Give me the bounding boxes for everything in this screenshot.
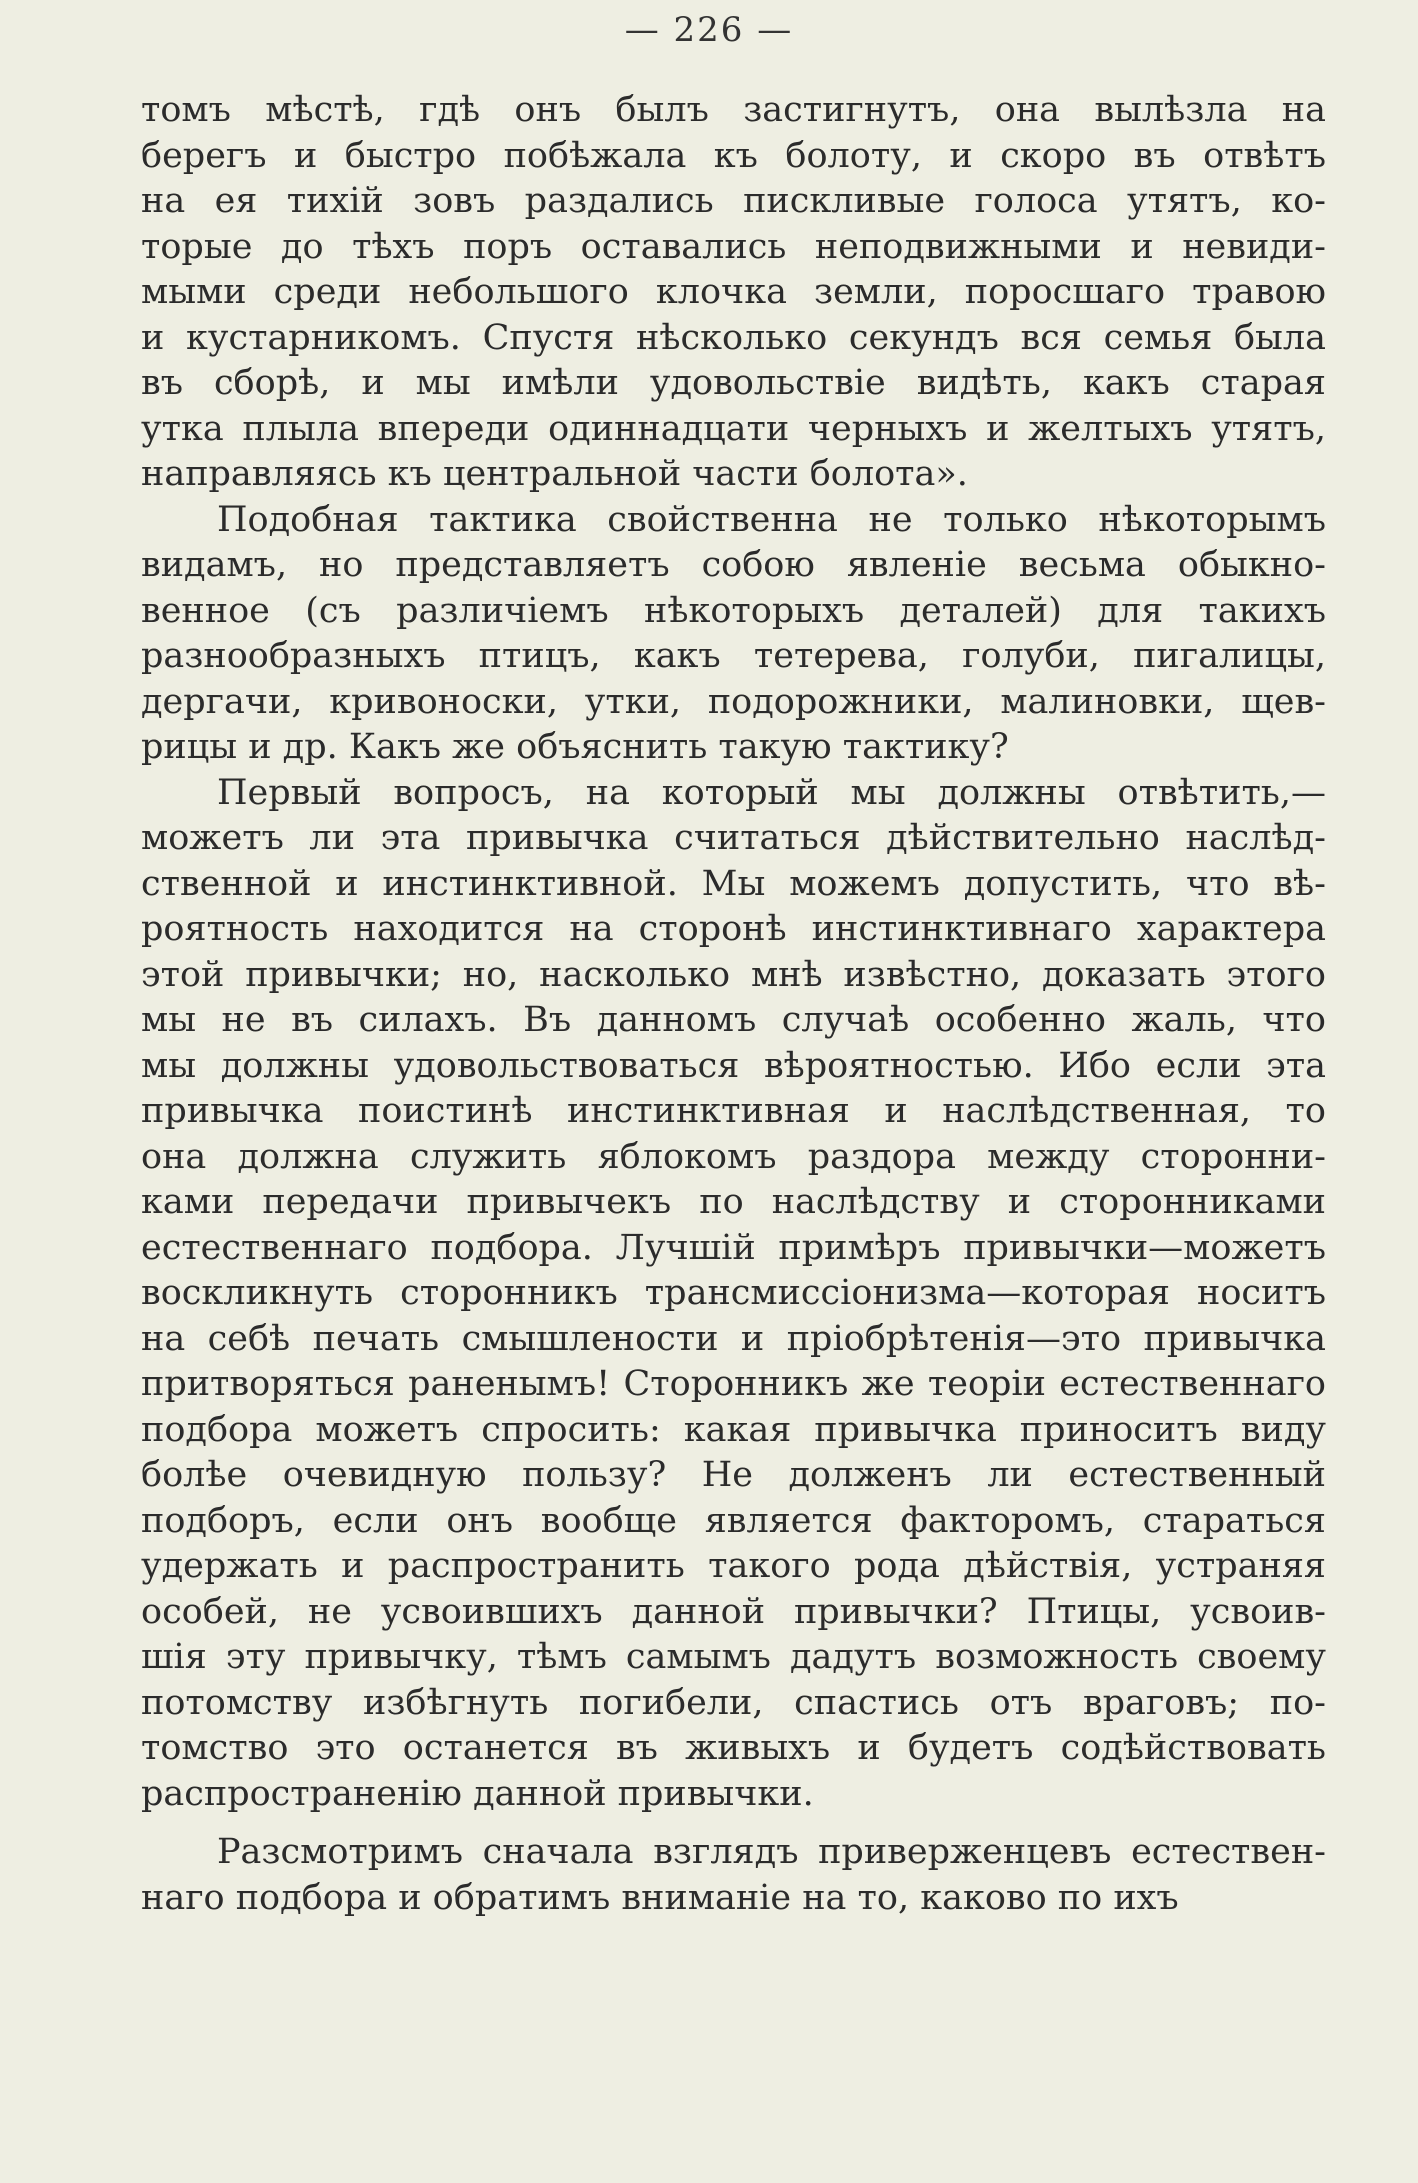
text-line: видамъ, но представляетъ собою явленіе весьма обыкно- <box>141 545 1326 585</box>
text-line: томъ мѣстѣ, гдѣ онъ былъ застигнутъ, она вылѣзла на <box>141 90 1326 130</box>
text-line: роятность находится на сторонѣ инстинктивнаго характера <box>141 909 1326 949</box>
text-line: утка плыла впереди одиннадцати черныхъ и желтыхъ утятъ, <box>141 408 1326 449</box>
text-line: мыми среди небольшого клочка земли, поросшаго травою <box>141 272 1326 312</box>
text-line: особей, не усвоившихъ данной привычки? Птицы, усвоив- <box>141 1591 1326 1632</box>
text-line: привычка поистинѣ инстинктивная и наслѣдственная, то <box>141 1091 1326 1131</box>
text-line: естественнаго подбора. Лучшій примѣръ привычки—можетъ <box>141 1227 1326 1268</box>
text-line: она должна служить яблокомъ раздора между сторонни- <box>141 1136 1326 1177</box>
text-line: ками передачи привычекъ по наслѣдству и сторонниками <box>141 1182 1326 1222</box>
text-line: подборъ, если онъ вообще является факторомъ, стараться <box>141 1500 1326 1541</box>
text-line: подбора можетъ спросить: какая привычка приноситъ виду <box>141 1409 1326 1450</box>
text-line: Первый вопросъ, на который мы должны отвѣтить,— <box>217 772 1326 813</box>
text-line: воскликнуть сторонникъ трансмиссіонизма—которая носитъ <box>141 1273 1326 1313</box>
text-line: болѣе очевидную пользу? Не долженъ ли естественный <box>141 1455 1326 1495</box>
text-line: на себѣ печать смышлености и пріобрѣтенія—это привычка <box>141 1318 1326 1359</box>
text-line: этой привычки; но, насколько мнѣ извѣстно, доказать этого <box>141 954 1326 995</box>
page-number: — 226 — <box>624 10 794 50</box>
text-line: можетъ ли эта привычка считаться дѣйствительно наслѣд- <box>141 818 1326 858</box>
text-line: притворяться раненымъ! Сторонникъ же теоріи естественнаго <box>141 1364 1326 1404</box>
text-line: Разсмотримъ сначала взглядъ приверженцевъ естествен- <box>217 1832 1326 1872</box>
text-line: ственной и инстинктивной. Мы можемъ допустить, что вѣ- <box>141 863 1326 904</box>
text-line: въ сборѣ, и мы имѣли удовольствіе видѣть, какъ старая <box>141 363 1326 403</box>
text-line: шія эту привычку, тѣмъ самымъ дадутъ возможность своему <box>141 1637 1326 1677</box>
paragraph <box>141 771 1326 1818</box>
paragraph <box>141 1830 1326 1921</box>
text-line: разнообразныхъ птицъ, какъ тетерева, голуби, пигалицы, <box>141 636 1326 676</box>
text-line: Подобная тактика свойственна не только нѣкоторымъ <box>217 499 1326 540</box>
text-line: берегъ и быстро побѣжала къ болоту, и скоро въ отвѣтъ <box>141 135 1326 176</box>
text-line: удержать и распространить такого рода дѣйствія, устраняя <box>141 1546 1326 1586</box>
text-line: венное (съ различіемъ нѣкоторыхъ деталей) для такихъ <box>141 590 1326 631</box>
text-line: на ея тихій зовъ раздались пискливые голоса утятъ, ко- <box>141 181 1326 221</box>
text-line: торые до тѣхъ поръ оставались неподвижными и невиди- <box>141 226 1326 267</box>
text-line: направляясь къ центральной части болота». <box>141 454 968 494</box>
text-line: наго подбора и обратимъ вниманіе на то, каково по ихъ <box>141 1877 1179 1918</box>
text-line: распространенію данной привычки. <box>141 1773 814 1814</box>
text-line: рицы и др. Какъ же объяснить такую тактику? <box>141 727 1009 767</box>
paragraph <box>141 498 1326 771</box>
text-line: и кустарникомъ. Спустя нѣсколько секундъ вся семья была <box>141 317 1326 358</box>
paragraph <box>141 88 1326 498</box>
text-line: томство это останется въ живыхъ и будетъ содѣйствовать <box>141 1728 1326 1768</box>
text-line: потомству избѣгнуть погибели, спастись отъ враговъ; по- <box>141 1682 1326 1723</box>
text-line: мы не въ силахъ. Въ данномъ случаѣ особенно жаль, что <box>141 1000 1326 1040</box>
body-text <box>141 88 1326 1921</box>
text-line: мы должны удовольствоваться вѣроятностью. Ибо если эта <box>141 1045 1326 1086</box>
text-line: дергачи, кривоноски, утки, подорожники, малиновки, щев- <box>141 681 1326 722</box>
paragraph-gap <box>141 1817 1326 1830</box>
